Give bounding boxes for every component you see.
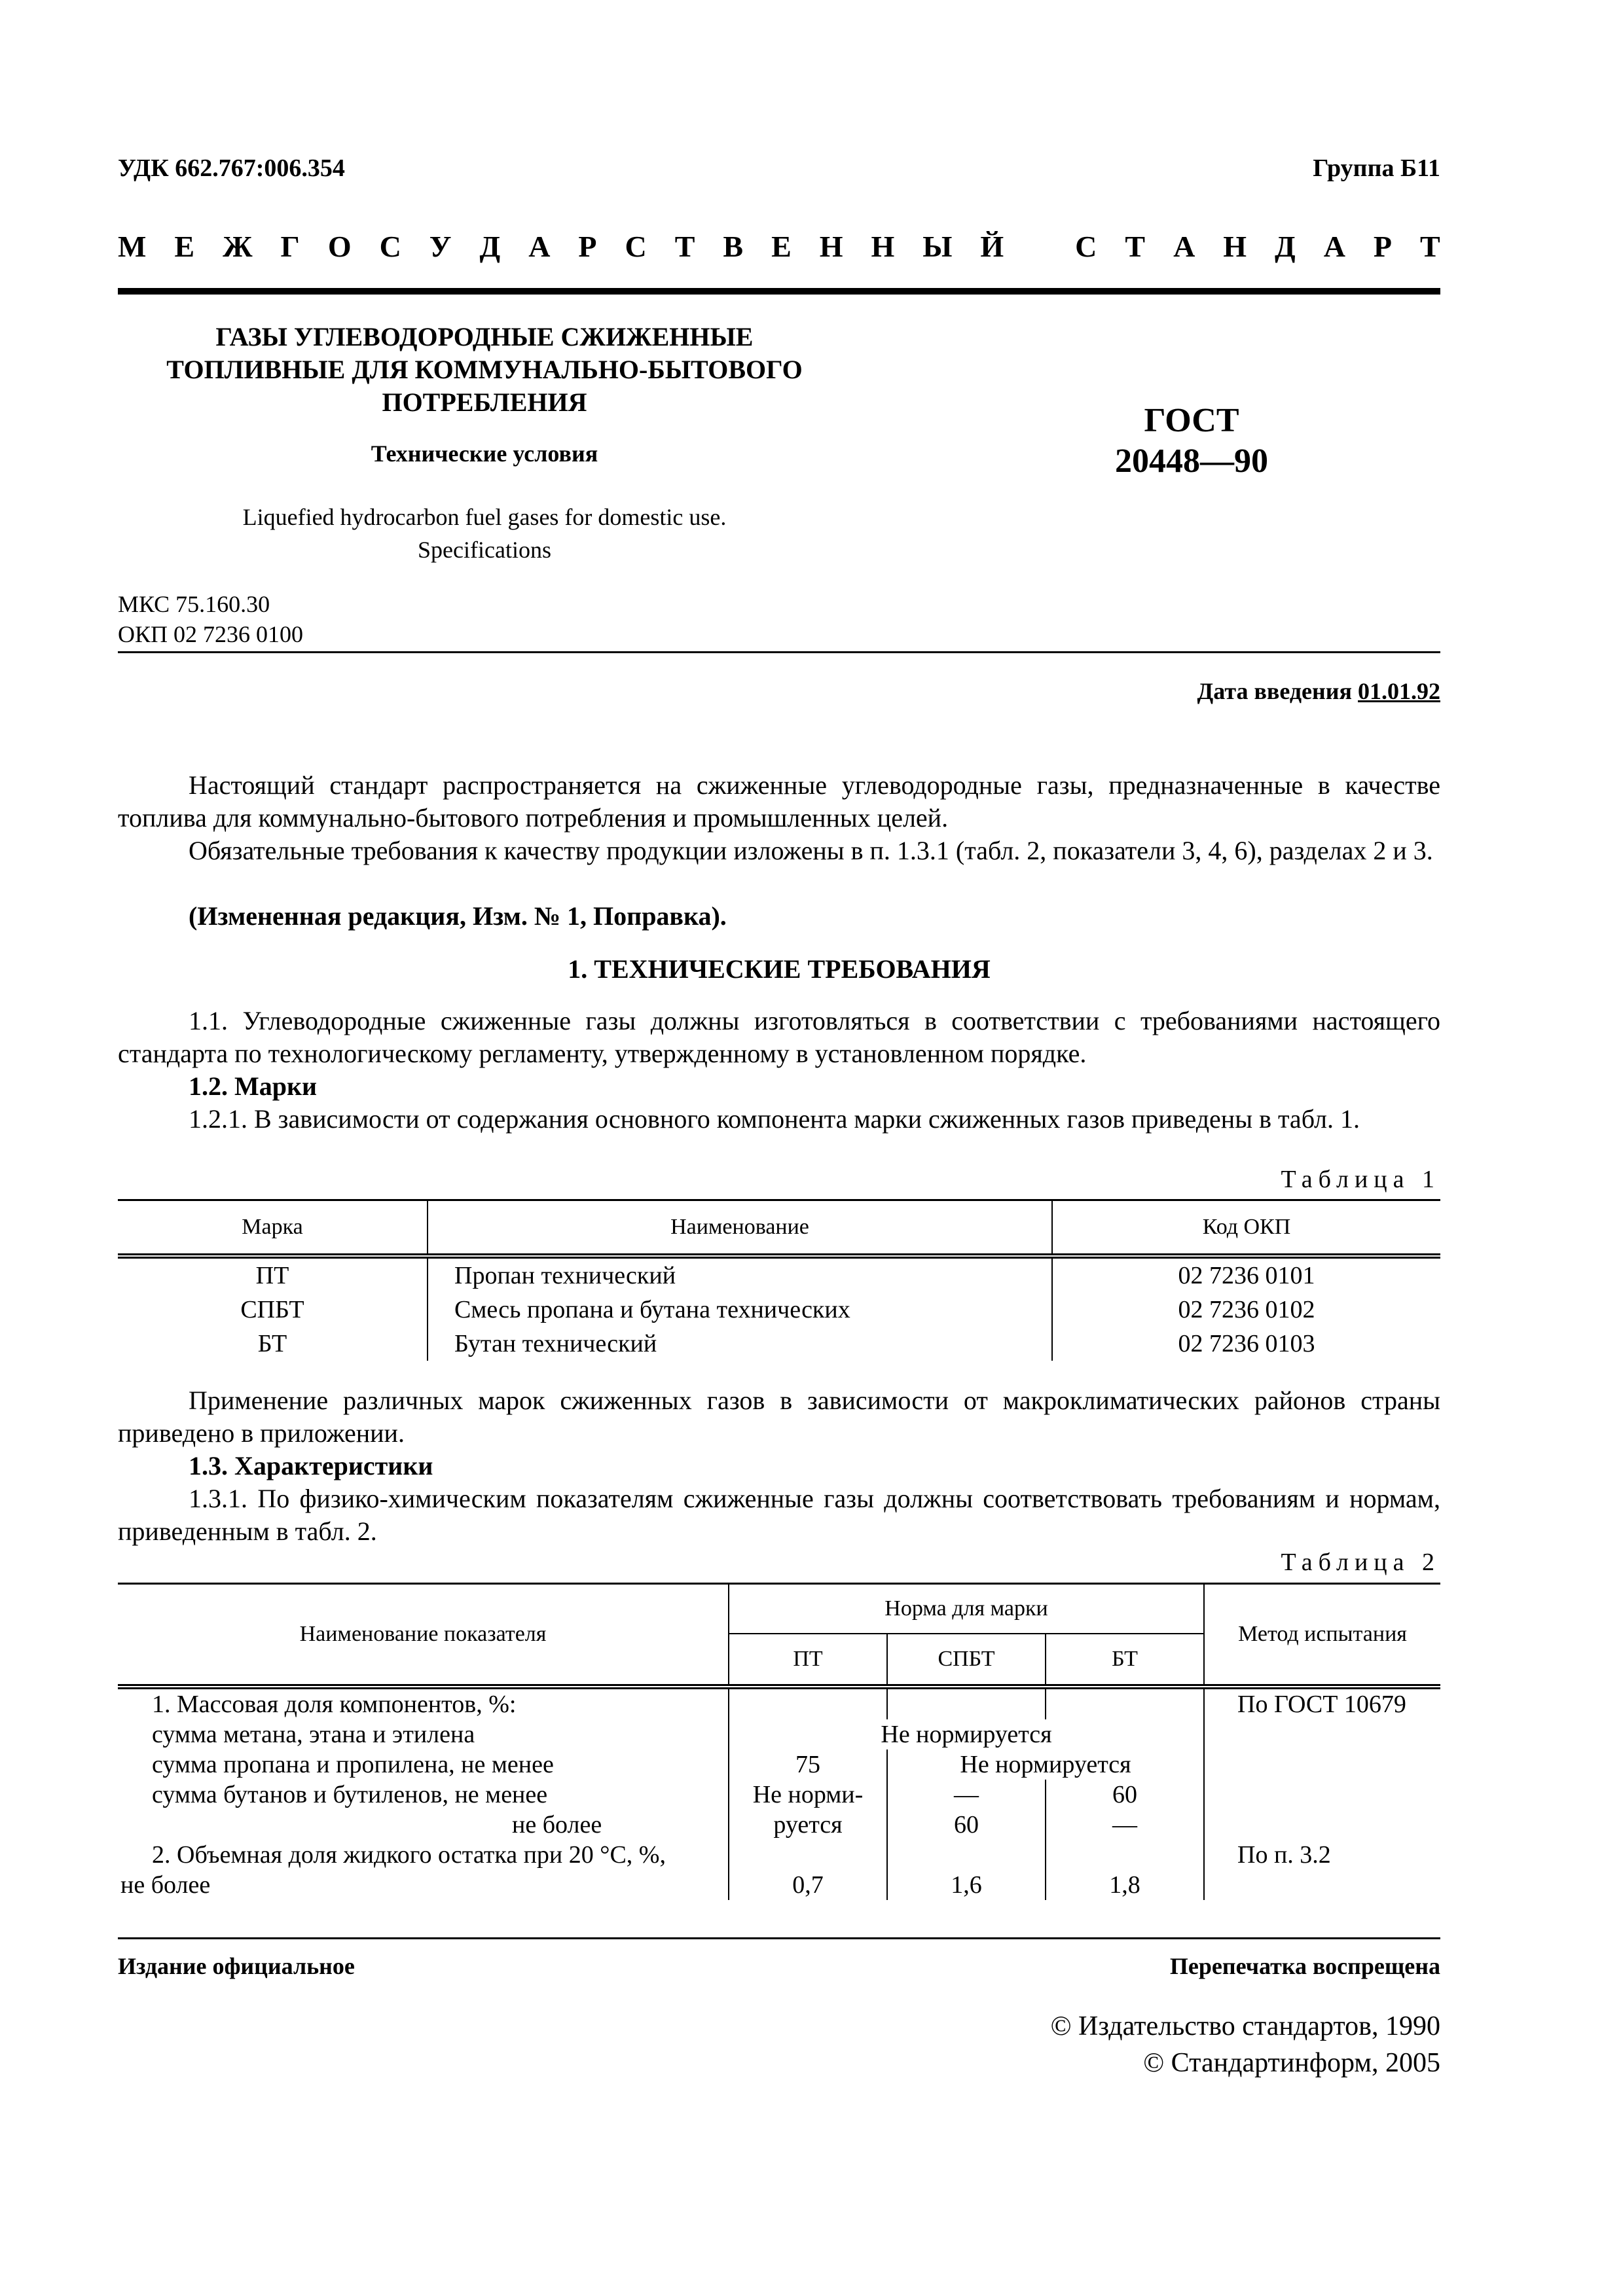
clause-1-3-heading: 1.3. Характеристики — [189, 1451, 433, 1480]
table-2 — [118, 1583, 1440, 1900]
col-header-indicator: Наименование показателя — [118, 1584, 729, 1687]
table-cell — [1204, 1780, 1440, 1810]
table-row — [118, 1870, 1440, 1900]
introduction-date — [1197, 677, 1441, 705]
table-cell: 1. Массовая доля компонентов, %: — [152, 1691, 517, 1718]
table-cell: сумма метана, этана и этилена — [152, 1721, 475, 1748]
okp-code: ОКП 02 7236 0100 — [118, 621, 304, 647]
table-cell: Смесь пропана и бутана технических — [428, 1293, 1052, 1327]
gost-designation — [1048, 401, 1336, 482]
table-cell — [1046, 1840, 1204, 1870]
table-cell: БТ — [257, 1330, 287, 1357]
table-1 — [118, 1199, 1440, 1361]
table-row — [118, 1780, 1440, 1810]
clause-1-3-1: 1.3.1. По физико-химическим показателям сжиженные газы должны соответствовать требованиям и нормам, приведенным в табл. 2. — [118, 1484, 1440, 1546]
table-cell — [1204, 1749, 1440, 1780]
table-cell: 60 — [887, 1810, 1046, 1840]
intro-paragraph-2: Обязательные требования к качеству продукции изложены в п. 1.3.1 (табл. 2, показатели 3, 4, 6), разделах 2 и 3. — [189, 836, 1433, 865]
table-row — [118, 1687, 1440, 1719]
table-cell: — — [887, 1780, 1046, 1810]
date-value: 01.01.92 — [1358, 678, 1440, 704]
copyright-line-2: © Стандартинформ, 2005 — [1143, 2048, 1440, 2078]
copyright-line-1: © Издательство стандартов, 1990 — [1050, 2011, 1440, 2041]
official-edition-note: Издание официальное — [118, 1953, 355, 1979]
title-line-3: ПОТРЕБЛЕНИЯ — [382, 387, 587, 417]
brands-application-note: Применение различных марок сжиженных газов в зависимости от макроклиматических районов страны приведено в приложении. — [118, 1386, 1440, 1448]
table-cell — [729, 1840, 887, 1870]
table-cell: 60 — [1046, 1780, 1204, 1810]
table-cell: не более — [120, 1871, 211, 1899]
copyright-block — [1051, 2008, 1440, 2081]
table-row — [118, 1327, 1440, 1361]
table-cell: По п. 3.2 — [1204, 1840, 1440, 1870]
table-cell — [887, 1840, 1046, 1870]
standard-type-heading — [118, 229, 1440, 264]
table-row — [118, 1840, 1440, 1870]
title-line-2: ТОПЛИВНЫЕ ДЛЯ КОММУНАЛЬНО-БЫТОВОГО — [166, 355, 803, 384]
amendment-note: (Измененная редакция, Изм. № 1, Поправка). — [189, 901, 727, 931]
col-header-okp: Код ОКП — [1052, 1200, 1440, 1257]
col-header-spbt: СПБТ — [887, 1634, 1046, 1687]
table-row — [118, 1256, 1440, 1293]
udk-code: УДК 662.767:006.354 — [118, 154, 345, 182]
table-cell: Бутан технический — [428, 1327, 1052, 1361]
table-row — [118, 1749, 1440, 1780]
table-cell: 2. Объемная доля жидкого остатка при 20 °С, %, — [152, 1841, 666, 1869]
table-cell: Не норми- — [729, 1780, 887, 1810]
table-cell: 0,7 — [729, 1870, 887, 1900]
table-cell: не более — [512, 1811, 602, 1839]
table-cell: 1,6 — [887, 1870, 1046, 1900]
table-cell: — — [1046, 1810, 1204, 1840]
clause-1-2-1: 1.2.1. В зависимости от содержания основного компонента марки сжиженных газов приведены в табл. 1. — [189, 1104, 1360, 1134]
standard-type-text: М Е Ж Г О С У Д А Р С Т В Е Н Н Ы Й С Т А Н Д А Р Т — [118, 230, 1440, 263]
table-cell: СПБТ — [240, 1296, 304, 1323]
table-cell — [1204, 1810, 1440, 1840]
table-row — [118, 1719, 1440, 1749]
col-header-norm: Норма для марки — [729, 1584, 1204, 1634]
table-header-row — [118, 1584, 1440, 1634]
codes-rule — [118, 651, 1440, 653]
table-cell: Пропан технический — [428, 1256, 1052, 1293]
group-code: Группа Б11 — [1313, 154, 1440, 182]
clause-1-2-heading: 1.2. Марки — [189, 1071, 318, 1101]
english-title-line-1: Liquefied hydrocarbon fuel gases for domestic use. — [242, 504, 727, 530]
table-cell — [1204, 1870, 1440, 1900]
table-cell: Не нормируется — [729, 1719, 1204, 1749]
document-title — [118, 321, 851, 419]
gost-label: ГОСТ — [1144, 402, 1239, 439]
english-title — [118, 501, 851, 566]
header-rule — [118, 288, 1440, 295]
table-cell: руется — [729, 1810, 887, 1840]
table-cell: 75 — [729, 1749, 887, 1780]
table-header-row — [118, 1200, 1440, 1257]
table-cell — [729, 1687, 887, 1719]
table-cell: Не нормируется — [887, 1749, 1204, 1780]
intro-paragraph-1: Настоящий стандарт распространяется на сжиженные углеводородные газы, предназначенные в качестве топлива для коммунально-бытового потребления и промышленных целей. — [118, 770, 1440, 833]
table-cell — [1204, 1719, 1440, 1749]
col-header-name: Наименование — [428, 1200, 1052, 1257]
mks-code: МКС 75.160.30 — [118, 591, 270, 617]
table-2-caption: Таблица 2 — [1281, 1549, 1440, 1576]
title-line-1: ГАЗЫ УГЛЕВОДОРОДНЫЕ СЖИЖЕННЫЕ — [215, 322, 754, 351]
table-row — [118, 1293, 1440, 1327]
col-header-mark: Марка — [118, 1200, 428, 1257]
table-cell: 02 7236 0103 — [1052, 1327, 1440, 1361]
document-subtitle: Технические условия — [371, 440, 598, 467]
col-header-bt: БТ — [1046, 1634, 1204, 1687]
table-cell: 02 7236 0102 — [1052, 1293, 1440, 1327]
col-header-method: Метод испытания — [1204, 1584, 1440, 1687]
date-label: Дата введения — [1197, 678, 1352, 704]
table-cell — [1046, 1687, 1204, 1719]
table-cell: сумма бутанов и бутиленов, не менее — [152, 1781, 548, 1808]
gost-number: 20448—90 — [1115, 442, 1268, 480]
reprint-prohibited-note: Перепечатка воспрещена — [1169, 1953, 1440, 1979]
col-header-pt: ПТ — [729, 1634, 887, 1687]
table-cell: По ГОСТ 10679 — [1204, 1687, 1440, 1719]
clause-1-1: 1.1. Углеводородные сжиженные газы должны изготовляться в соответствии с требованиями настоящего стандарта по технологическому регламенту, утвержденному в установленном порядке. — [118, 1006, 1440, 1068]
table-cell: ПТ — [255, 1262, 289, 1289]
english-title-line-2: Specifications — [418, 537, 551, 563]
classification-codes — [118, 589, 303, 649]
footer-rule — [118, 1937, 1440, 1939]
table-row — [118, 1810, 1440, 1840]
table-1-caption: Таблица 1 — [1281, 1166, 1440, 1193]
table-cell: 02 7236 0101 — [1052, 1256, 1440, 1293]
table-cell — [887, 1687, 1046, 1719]
section-1-title: 1. ТЕХНИЧЕСКИЕ ТРЕБОВАНИЯ — [568, 954, 991, 984]
table-cell: сумма пропана и пропилена, не менее — [152, 1751, 554, 1778]
table-cell: 1,8 — [1046, 1870, 1204, 1900]
